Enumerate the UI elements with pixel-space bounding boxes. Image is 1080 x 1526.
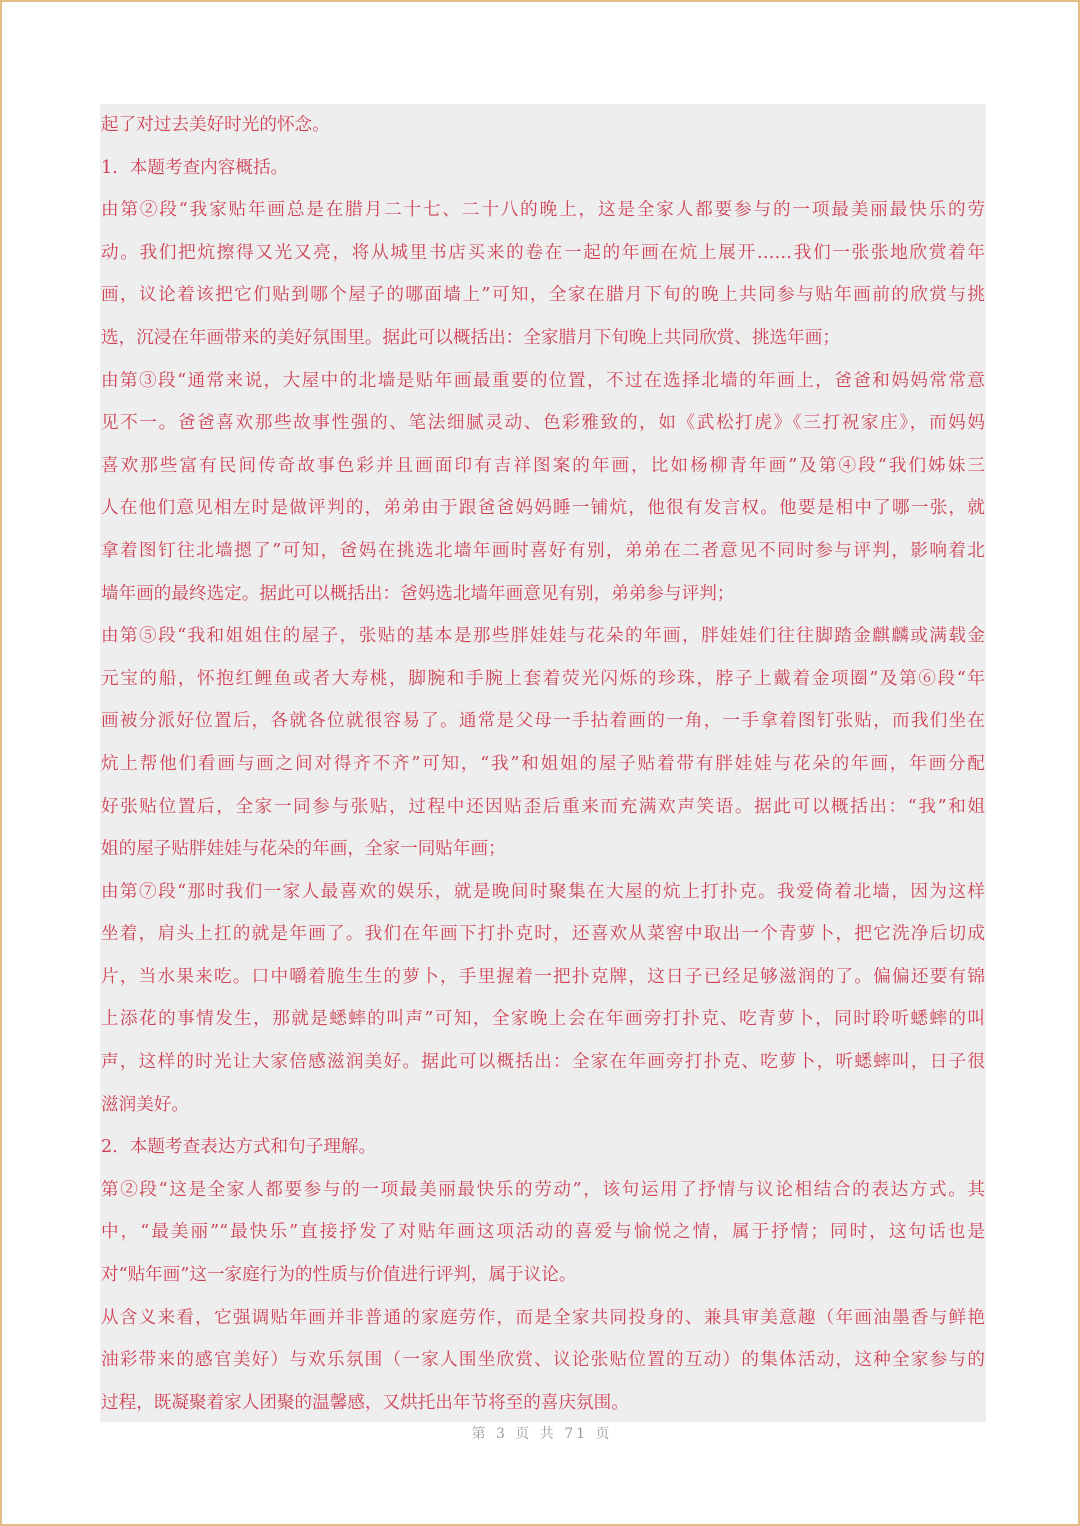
text-line: 从含义来看，它强调贴年画并非普通的家庭劳作，而是全家共同投身的、兼具审美意趣（年画油墨香与鲜艳 [101, 1307, 985, 1328]
page-number-footer: 第 3 页 共 71 页 [471, 1426, 613, 1442]
text-line: 滋润美好。 [101, 1094, 189, 1115]
text-line: 姐的屋子贴胖娃娃与花朵的年画，全家一同贴年画； [101, 839, 506, 860]
text-line: 对“贴年画”这一家庭行为的性质与价值进行评判，属于议论。 [101, 1265, 577, 1286]
answer-text-block [100, 104, 986, 1422]
text-line: 拿着图钉往北墙摁了”可知，爸妈在挑选北墙年画时喜好有别，弟弟在二者意见不同时参与评判，影响着北 [101, 540, 985, 561]
text-line: 由第③段“通常来说，大屋中的北墙是贴年画最重要的位置，不过在选择北墙的年画上，爸爸和妈妈常常意 [101, 370, 985, 391]
text-line: 炕上帮他们看画与画之间对得齐不齐”可知，“我”和姐姐的屋子贴着带有胖娃娃与花朵的年画，年画分配 [101, 753, 985, 774]
text-line: 第②段“这是全家人都要参与的一项最美丽最快乐的劳动”，该句运用了抒情与议论相结合的表达方式。其 [101, 1179, 985, 1200]
text-line: 片，当水果来吃。口中嚼着脆生生的萝卜，手里握着一把扑克牌，这日子已经足够滋润的了。偏偏还要有锦 [101, 966, 985, 987]
text-line: 中，“最美丽”“最快乐”直接抒发了对贴年画这项活动的喜爱与愉悦之情，属于抒情；同时，这句话也是 [101, 1222, 985, 1243]
text-line: 动。我们把炕擦得又光又亮，将从城里书店买来的卷在一起的年画在炕上展开……我们一张张地欣赏着年 [101, 242, 985, 263]
text-line: 墙年画的最终选定。据此可以概括出：爸妈选北墙年画意见有别，弟弟参与评判； [101, 583, 735, 604]
text-line: 由第②段“我家贴年画总是在腊月二十七、二十八的晚上，这是全家人都要参与的一项最美丽最快乐的劳 [101, 200, 985, 221]
text-line: 选，沉浸在年画带来的美好氛围里。据此可以概括出：全家腊月下旬晚上共同欣赏、挑选年画； [101, 327, 840, 348]
text-line: 好张贴位置后，全家一同参与张贴，过程中还因贴歪后重来而充满欢声笑语。据此可以概括出：“我”和姐 [101, 796, 985, 817]
text-line: 油彩带来的感官美好）与欢乐氛围（一家人围坐欣赏、议论张贴位置的互动）的集体活动，这种全家参与的 [101, 1350, 985, 1371]
text-line: 画被分派好位置后，各就各位就很容易了。通常是父母一手拈着画的一角，一手拿着图钉张贴，而我们坐在 [101, 711, 985, 732]
text-line: 见不一。爸爸喜欢那些故事性强的、笔法细腻灵动、色彩雅致的，如《武松打虎》《三打祝家庄》，而妈妈 [101, 413, 985, 434]
text-line: 由第⑦段“那时我们一家人最喜欢的娱乐，就是晚间时聚集在大屋的炕上打扑克。我爱倚着北墙，因为这样 [101, 881, 985, 902]
text-line: 喜欢那些富有民间传奇故事色彩并且画面印有吉祥图案的年画，比如杨柳青年画”及第④段“我们姊妹三 [101, 455, 985, 476]
text-line: 过程，既凝聚着家人团聚的温馨感，又烘托出年节将至的喜庆氛围。 [101, 1392, 629, 1413]
text-line: 上添花的事情发生，那就是蟋蟀的叫声”可知，全家晚上会在年画旁打扑克、吃青萝卜，同时聆听蟋蟀的叫 [101, 1009, 985, 1030]
text-line: 坐着，肩头上扛的就是年画了。我们在年画下打扑克时，还喜欢从菜窖中取出一个青萝卜，把它洗净后切成 [101, 924, 985, 945]
text-line: 起了对过去美好时光的怀念。 [101, 115, 330, 135]
text-line: 人在他们意见相左时是做评判的，弟弟由于跟爸爸妈妈睡一铺炕，他很有发言权。他要是相中了哪一张，就 [101, 498, 985, 519]
text-line: 1．本题考查内容概括。 [101, 157, 289, 178]
text-line: 画，议论着该把它们贴到哪个屋子的哪面墙上”可知，全家在腊月下旬的晚上共同参与贴年画前的欣赏与挑 [101, 285, 985, 306]
text-line: 声，这样的时光让大家倍感滋润美好。据此可以概括出：全家在年画旁打扑克、吃萝卜，听蟋蟀叫，日子很 [101, 1052, 985, 1073]
text-line: 2．本题考查表达方式和句子理解。 [101, 1137, 377, 1158]
text-line: 元宝的船，怀抱红鲤鱼或者大寿桃，脚腕和手腕上套着荧光闪烁的珍珠，脖子上戴着金项圈”及第⑥段“年 [101, 668, 985, 689]
text-line: 由第⑤段“我和姐姐住的屋子，张贴的基本是那些胖娃娃与花朵的年画，胖娃娃们往往脚踏金麒麟或满载金 [101, 626, 985, 647]
